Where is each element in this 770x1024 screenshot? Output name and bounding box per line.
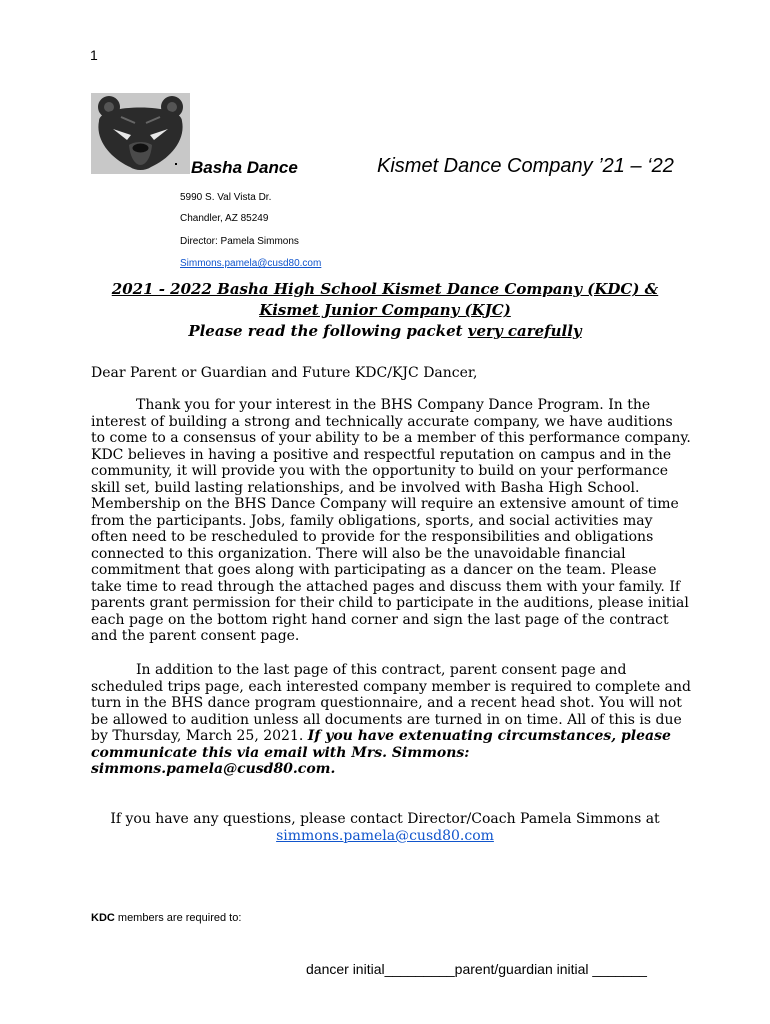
kdc-text: members are required to: (114, 912, 242, 924)
kdc-label: KDC (91, 912, 115, 924)
document-title-line-1 (0, 280, 770, 298)
kdc-requirements-intro (91, 912, 241, 924)
title-line-1-text: 2021 - 2022 Basha High School Kismet Dance Company (KDC) & (111, 280, 659, 298)
initials-line: dancer initial_________parent/guardian initial _______ (306, 961, 647, 977)
bear-head-icon (91, 93, 190, 174)
contact-email-link (0, 828, 770, 844)
director-name: Director: Pamela Simmons (180, 236, 299, 247)
address-street: 5990 S. Val Vista Dr. (180, 192, 272, 203)
contact-email-text[interactable]: simmons.pamela@cusd80.com (276, 828, 494, 844)
greeting: Dear Parent or Guardian and Future KDC/KJC Dancer, (91, 365, 478, 381)
header-email-link[interactable]: Simmons.pamela@cusd80.com (180, 258, 322, 269)
company-title: Kismet Dance Company ’21 – ‘22 (377, 155, 674, 177)
paragraph-1-text: Thank you for your interest in the BHS Company Dance Program. In the interest of building a strong and technically accurate company, we have auditions to come to a consensus of your ability to be a member of this performance company. KDC believes in having a positive and respectful reputation on campus and in the community, it will provide you with the opportunity to build on your performance skill set, build lasting relationships, and be involved with Basha High School. Membership on the BHS Dance Company will require an extensive amount of time from the participants. Jobs, family obligations, sports, and social activities may often need to be rescheduled to provide for the responsibilities and obligations connected to this organization. There will also be the unavoidable financial commitment that goes along with participating as a dancer on the team. Please take time to read through the attached pages and discuss them with your family. If parents grant permission for their child to participate in the auditions, please initial each page on the bottom right hand corner and sign the last page of the contract and the parent consent page. (91, 397, 691, 644)
subtitle-emphasis: very carefully (467, 322, 582, 340)
bear-logo (91, 93, 190, 174)
paragraph-2-emphasis: If you have extenuating circumstances, please communicate this via email with Mrs. Simmons: simmons.pamela@cusd80.com. (91, 728, 671, 777)
document-subtitle (0, 322, 770, 340)
address-city: Chandler, AZ 85249 (180, 213, 269, 224)
page-number: 1 (90, 47, 98, 63)
paragraph-2 (91, 662, 691, 778)
contact-line: If you have any questions, please contact Director/Coach Pamela Simmons at (110, 811, 660, 827)
document-title-line-2: Kismet Junior Company (KJC) (259, 301, 511, 319)
paragraph-1 (91, 397, 691, 645)
paragraph-2-text: In addition to the last page of this contract, parent consent page and scheduled trips page, each interested company member is required to complete and turn in the BHS dance program questionnaire, and a recent head shot. You will not be allowed to audition unless all documents are turned in on time. All of this is due by Thursday, March 25, 2021. (91, 662, 692, 744)
organization-name: Basha Dance (191, 158, 298, 177)
subtitle-prefix: Please read the following packet (188, 322, 468, 340)
